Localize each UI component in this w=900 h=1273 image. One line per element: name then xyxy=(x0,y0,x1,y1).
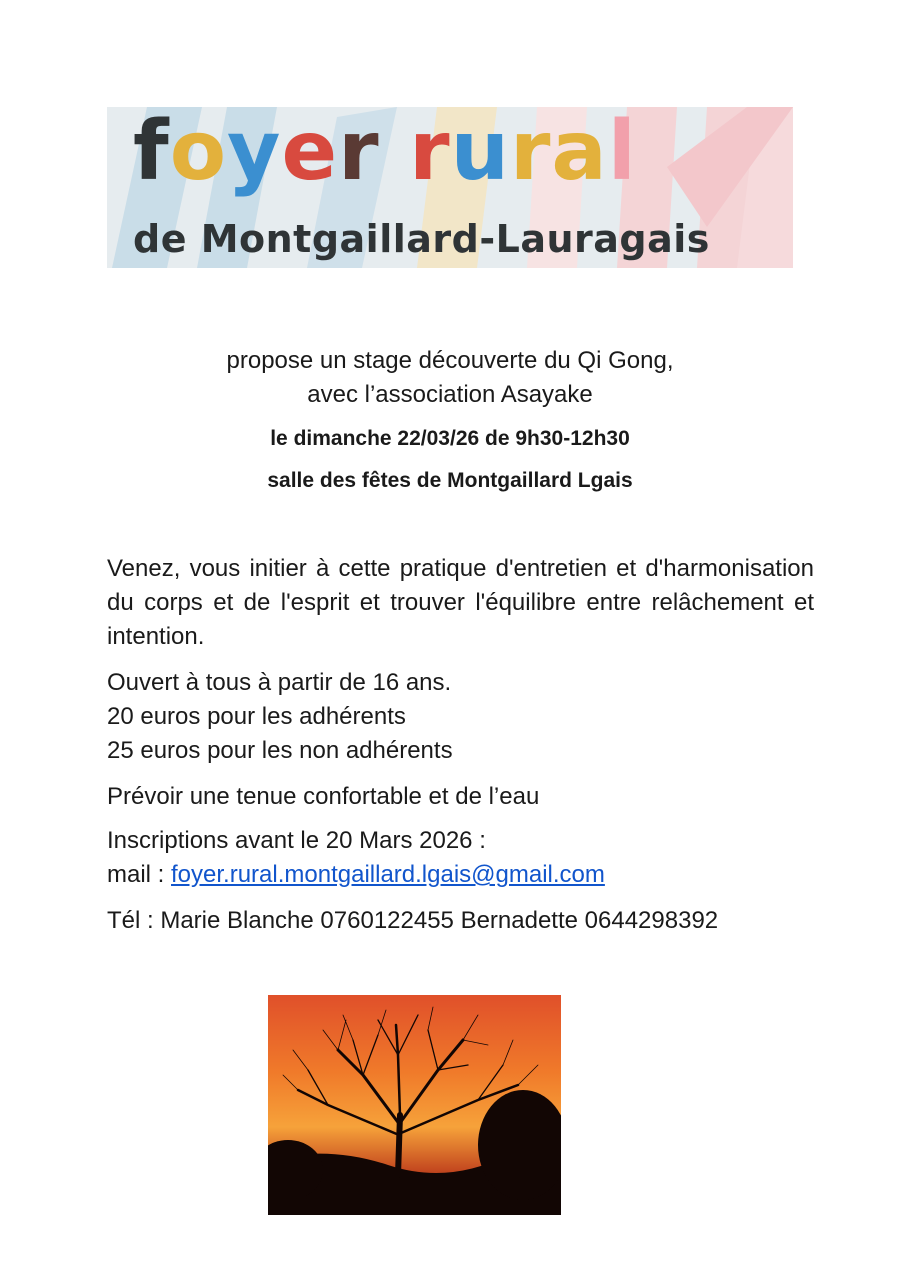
logo-letter: e xyxy=(281,107,339,199)
logo-letter: a xyxy=(551,107,608,199)
mail-label: mail : xyxy=(107,861,172,888)
foyer-rural-logo-banner xyxy=(107,107,793,268)
pricing-block xyxy=(107,666,814,768)
member-price-line: 20 euros pour les adhérents xyxy=(107,703,406,730)
intro-line-2: avec l’association Asayake xyxy=(307,381,593,408)
logo-letter: r xyxy=(509,107,552,199)
description-paragraph: Venez, vous initier à cette pratique d'entretien et d'harmonisation du corps et de l'esprit et trouver l'équilibre entre relâchement et intention. xyxy=(107,555,814,650)
place-line: salle des fêtes de Montgaillard Lgais xyxy=(267,469,633,492)
logo-letter: r xyxy=(338,107,380,199)
registration-deadline: Inscriptions avant le 20 Mars 2026 : xyxy=(107,827,486,854)
non-member-price-line: 25 euros pour les non adhérents xyxy=(107,737,453,764)
sunset-tree-photo xyxy=(268,995,561,1215)
date-line: le dimanche 22/03/26 de 9h30-12h30 xyxy=(270,427,630,450)
logo-letter: y xyxy=(227,107,282,199)
logo-letter: r xyxy=(409,107,451,199)
bring-line: Prévoir une tenue confortable et de l’eau xyxy=(107,783,540,810)
audience-line: Ouvert à tous à partir de 16 ans. xyxy=(107,669,452,696)
intro-text xyxy=(0,344,900,412)
phone-line: Tél : Marie Blanche 0760122455 Bernadette 0644298392 xyxy=(107,907,719,934)
logo-letter: f xyxy=(133,107,170,199)
logo-title-foyer-rural xyxy=(133,107,637,199)
logo-letter: o xyxy=(169,107,228,199)
intro-line-1: propose un stage découverte du Qi Gong, xyxy=(226,347,674,374)
logo-letter: l xyxy=(607,107,637,199)
logo-letter xyxy=(380,107,410,199)
mail-line xyxy=(107,858,814,892)
logo-subtitle: de Montgaillard-Lauragais xyxy=(133,217,710,261)
registration-block xyxy=(107,824,814,892)
logo-letter: u xyxy=(450,107,510,199)
email-link[interactable]: foyer.rural.montgaillard.lgais@gmail.com xyxy=(171,861,605,888)
